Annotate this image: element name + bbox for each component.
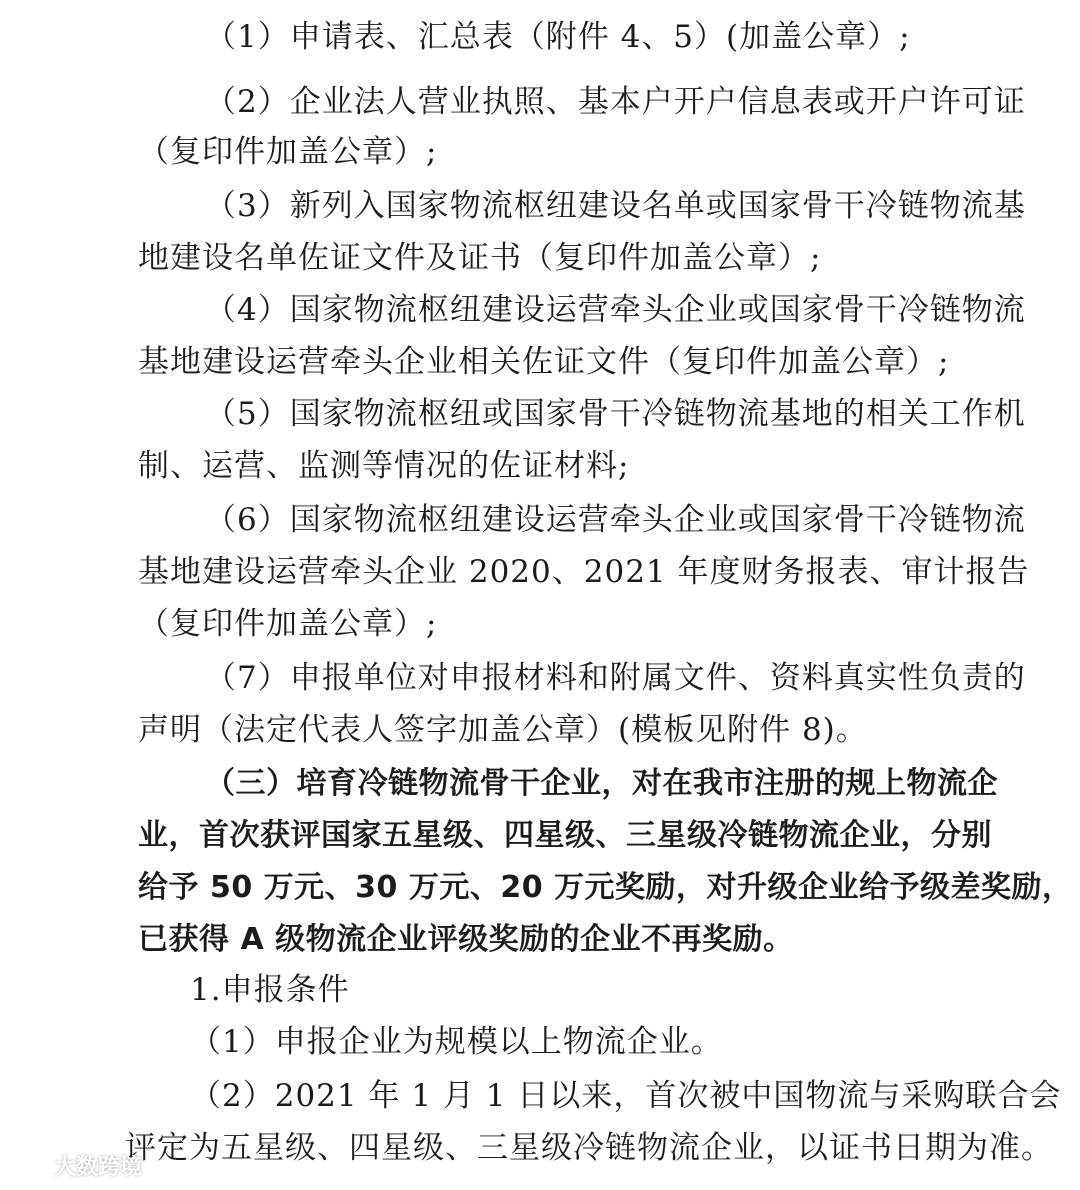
section-body-line: 已获得 A 级物流企业评级奖励的企业不再奖励。 xyxy=(138,922,794,957)
text-line: 评定为五星级、四星级、三星级冷链物流企业，以证书日期为准。 xyxy=(125,1130,1053,1166)
text-line: （5）国家物流枢纽或国家骨干冷链物流基地的相关工作机 xyxy=(205,396,1026,432)
section-body-line: 给予 50 万元、30 万元、20 万元奖励，对升级企业给予级差奖励， xyxy=(138,870,1073,905)
text-line: （2）2021 年 1 月 1 日以来，首次被中国物流与采购联合会 xyxy=(190,1078,1062,1114)
text-line: （4）国家物流枢纽建设运营牵头企业或国家骨干冷链物流 xyxy=(205,292,1026,328)
text-line: （复印件加盖公章）; xyxy=(138,134,438,170)
text-line: 声明（法定代表人签字加盖公章）(模板见附件 8)。 xyxy=(138,712,868,748)
text-line: （1）申报企业为规模以上物流企业。 xyxy=(190,1024,723,1060)
watermark xyxy=(8,1150,142,1181)
text-line: 制、运营、监测等情况的佐证材料; xyxy=(138,448,630,484)
brand-logo-icon xyxy=(8,1151,50,1181)
subsection-heading: 1.申报条件 xyxy=(190,972,350,1008)
text-line: 地建设名单佐证文件及证书（复印件加盖公章）; xyxy=(138,240,822,276)
text-line: （7）申报单位对申报材料和附属文件、资料真实性负责的 xyxy=(205,660,1026,696)
text-line: （6）国家物流枢纽建设运营牵头企业或国家骨干冷链物流 xyxy=(205,502,1026,538)
text-line: （3）新列入国家物流枢纽建设名单或国家骨干冷链物流基 xyxy=(205,188,1026,224)
text-line: （1）申请表、汇总表（附件 4、5）(加盖公章）; xyxy=(205,19,911,55)
text-line: 基地建设运营牵头企业 2020、2021 年度财务报表、审计报告 xyxy=(138,554,1030,590)
section-heading-line: （三）培育冷链物流骨干企业，对在我市注册的规上物流企 xyxy=(205,766,998,801)
section-body-line: 业，首次获评国家五星级、四星级、三星级冷链物流企业，分别 xyxy=(138,818,992,853)
text-line: （2）企业法人营业执照、基本户开户信息表或开户许可证 xyxy=(205,84,1026,120)
text-line: （复印件加盖公章）; xyxy=(138,606,438,642)
text-line: 基地建设运营牵头企业相关佐证文件（复印件加盖公章）; xyxy=(138,344,950,380)
watermark-text: 大数跨境 xyxy=(54,1155,143,1180)
